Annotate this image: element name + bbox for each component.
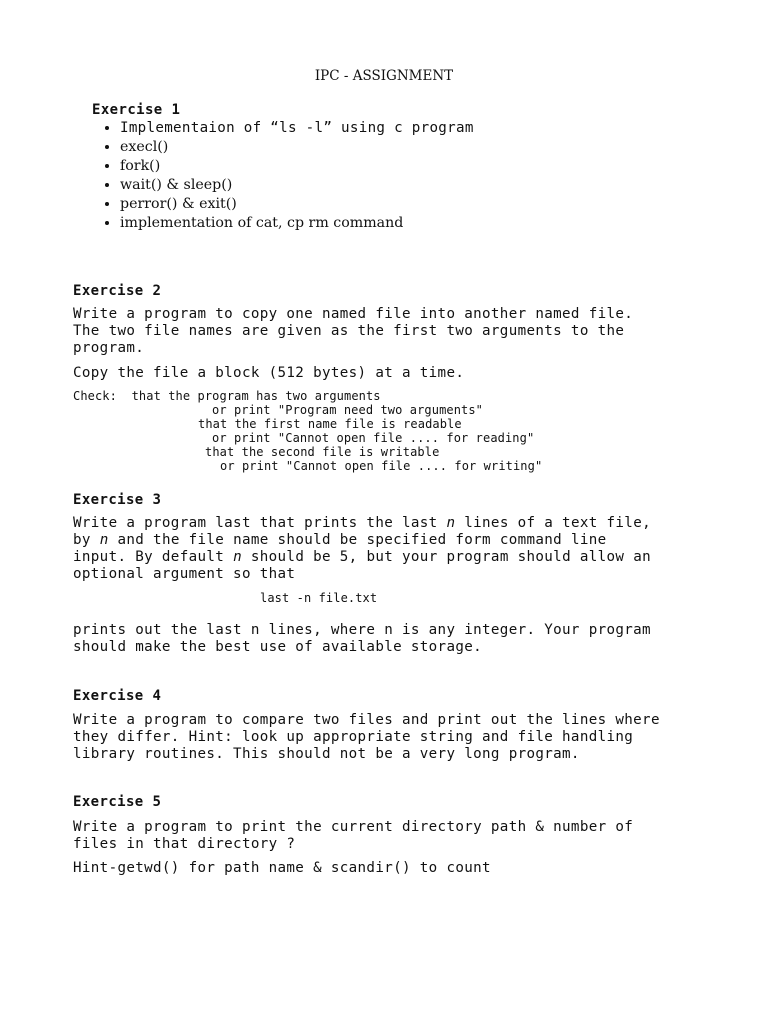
page-title: IPC - ASSIGNMENT bbox=[314, 68, 454, 84]
list-item: • implementation of cat, cp rm command bbox=[120, 214, 474, 233]
check-line: Check: that the program has two arguments bbox=[73, 389, 381, 403]
exercise-3-line bbox=[73, 532, 607, 550]
exercise-3-line bbox=[73, 515, 651, 533]
list-item: • perror() & exit() bbox=[120, 195, 474, 214]
text-run: lines of a text file, bbox=[455, 515, 651, 531]
text-run: by bbox=[73, 532, 100, 548]
exercise-2-line: The two file names are given as the first two arguments to the bbox=[73, 323, 625, 339]
exercise-4-line: library routines. This should not be a very long program. bbox=[73, 746, 580, 762]
list-item: • execl() bbox=[120, 138, 474, 157]
list-item: • Implementaion of “ls -l” using c program bbox=[120, 119, 474, 138]
text-run: should be 5, but your program should allow an bbox=[241, 549, 651, 565]
text-run: input. By default bbox=[73, 549, 234, 565]
exercise-2-line: program. bbox=[73, 340, 145, 356]
text-run: n bbox=[99, 532, 109, 548]
list-item: • fork() bbox=[120, 157, 474, 176]
exercise-3-line: prints out the last n lines, where n is any integer. Your program bbox=[73, 622, 651, 638]
check-line: or print "Cannot open file .... for writing" bbox=[220, 459, 543, 473]
exercise-2-heading: Exercise 2 bbox=[73, 283, 162, 299]
exercise-5-line: Write a program to print the current directory path & number of bbox=[73, 819, 634, 835]
text-run: and the file name should be specified form command line bbox=[108, 532, 607, 548]
exercise-4-line: Write a program to compare two files and print out the lines where bbox=[73, 712, 660, 728]
check-line: or print "Program need two arguments" bbox=[212, 403, 484, 417]
exercise-1-heading: Exercise 1 bbox=[92, 102, 181, 118]
exercise-3-line bbox=[73, 549, 651, 567]
check-line: that the second file is writable bbox=[205, 445, 440, 459]
exercise-5-line: files in that directory ? bbox=[73, 836, 296, 852]
exercise-5-hint: Hint-getwd() for path name & scandir() to count bbox=[73, 860, 491, 876]
command-example: last -n file.txt bbox=[260, 591, 378, 605]
text-run: Write a program last that prints the last bbox=[73, 515, 447, 531]
check-line: that the first name file is readable bbox=[198, 417, 462, 431]
list-item: • wait() & sleep() bbox=[120, 176, 474, 195]
exercise-3-heading: Exercise 3 bbox=[73, 492, 162, 508]
text-run: n bbox=[446, 515, 456, 531]
exercise-4-line: they differ. Hint: look up appropriate string and file handling bbox=[73, 729, 634, 745]
exercise-2-line: Copy the file a block (512 bytes) at a time. bbox=[73, 365, 465, 381]
text-run: n bbox=[233, 549, 242, 565]
exercise-5-heading: Exercise 5 bbox=[73, 794, 162, 810]
exercise-4-heading: Exercise 4 bbox=[73, 688, 162, 704]
exercise-3-line: should make the best use of available storage. bbox=[73, 639, 483, 655]
check-line: or print "Cannot open file .... for reading" bbox=[212, 431, 535, 445]
exercise-2-line: Write a program to copy one named file into another named file. bbox=[73, 306, 634, 322]
exercise-3-line: optional argument so that bbox=[73, 566, 296, 582]
exercise-1-list bbox=[100, 119, 474, 233]
